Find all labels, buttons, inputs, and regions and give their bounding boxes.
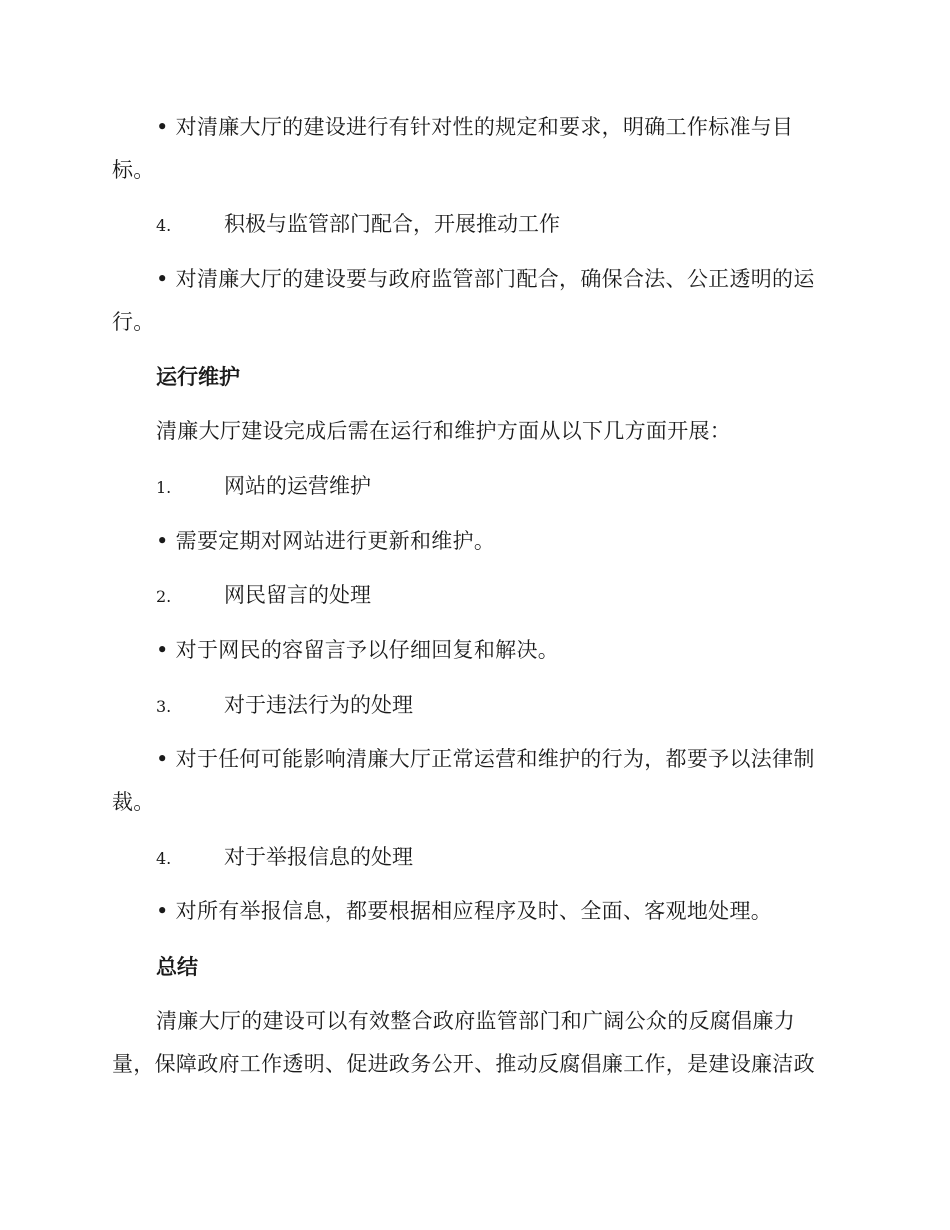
numbered-item: [156, 842, 413, 874]
bullet-paragraph: • 对于网民的容留言予以仔细回复和解决。: [156, 638, 560, 662]
item-text: 网民留言的处理: [224, 583, 371, 607]
numbered-item: [156, 690, 413, 722]
body-paragraph: 清廉大厅的建设可以有效整合政府监管部门和广阔公众的反腐倡廉力量，保障政府工作透明、促进政务公开、推动反腐倡廉工作，是建设廉洁政: [112, 1009, 815, 1076]
item-text: 对于举报信息的处理: [224, 845, 413, 869]
item-number: 2.: [156, 587, 172, 606]
item-text: 网站的运营维护: [224, 474, 371, 498]
numbered-item: [156, 209, 560, 241]
bullet-paragraph: • 对清廉大厅的建设进行有针对性的规定和要求，明确工作标准与目标。: [112, 115, 794, 182]
numbered-item: [156, 580, 371, 612]
body-paragraph: 清廉大厅建设完成后需在运行和维护方面从以下几方面开展：: [156, 419, 732, 443]
numbered-item: [156, 471, 371, 503]
item-number: 3.: [156, 697, 172, 716]
bullet-paragraph: • 对清廉大厅的建设要与政府监管部门配合，确保合法、公正透明的运行。: [112, 267, 815, 334]
item-text: 对于违法行为的处理: [224, 693, 413, 717]
bullet-paragraph: • 对于任何可能影响清廉大厅正常运营和维护的行为，都要予以法律制裁。: [112, 747, 815, 814]
section-heading: 总结: [156, 955, 198, 979]
item-number: 4.: [156, 849, 172, 868]
bullet-paragraph: • 需要定期对网站进行更新和维护。: [156, 529, 496, 553]
bullet-paragraph: • 对所有举报信息，都要根据相应程序及时、全面、客观地处理。: [156, 899, 773, 923]
section-heading: 运行维护: [156, 365, 240, 389]
item-text: 积极与监管部门配合，开展推动工作: [224, 212, 560, 236]
item-number: 1.: [156, 478, 172, 497]
item-number: 4.: [156, 216, 172, 235]
